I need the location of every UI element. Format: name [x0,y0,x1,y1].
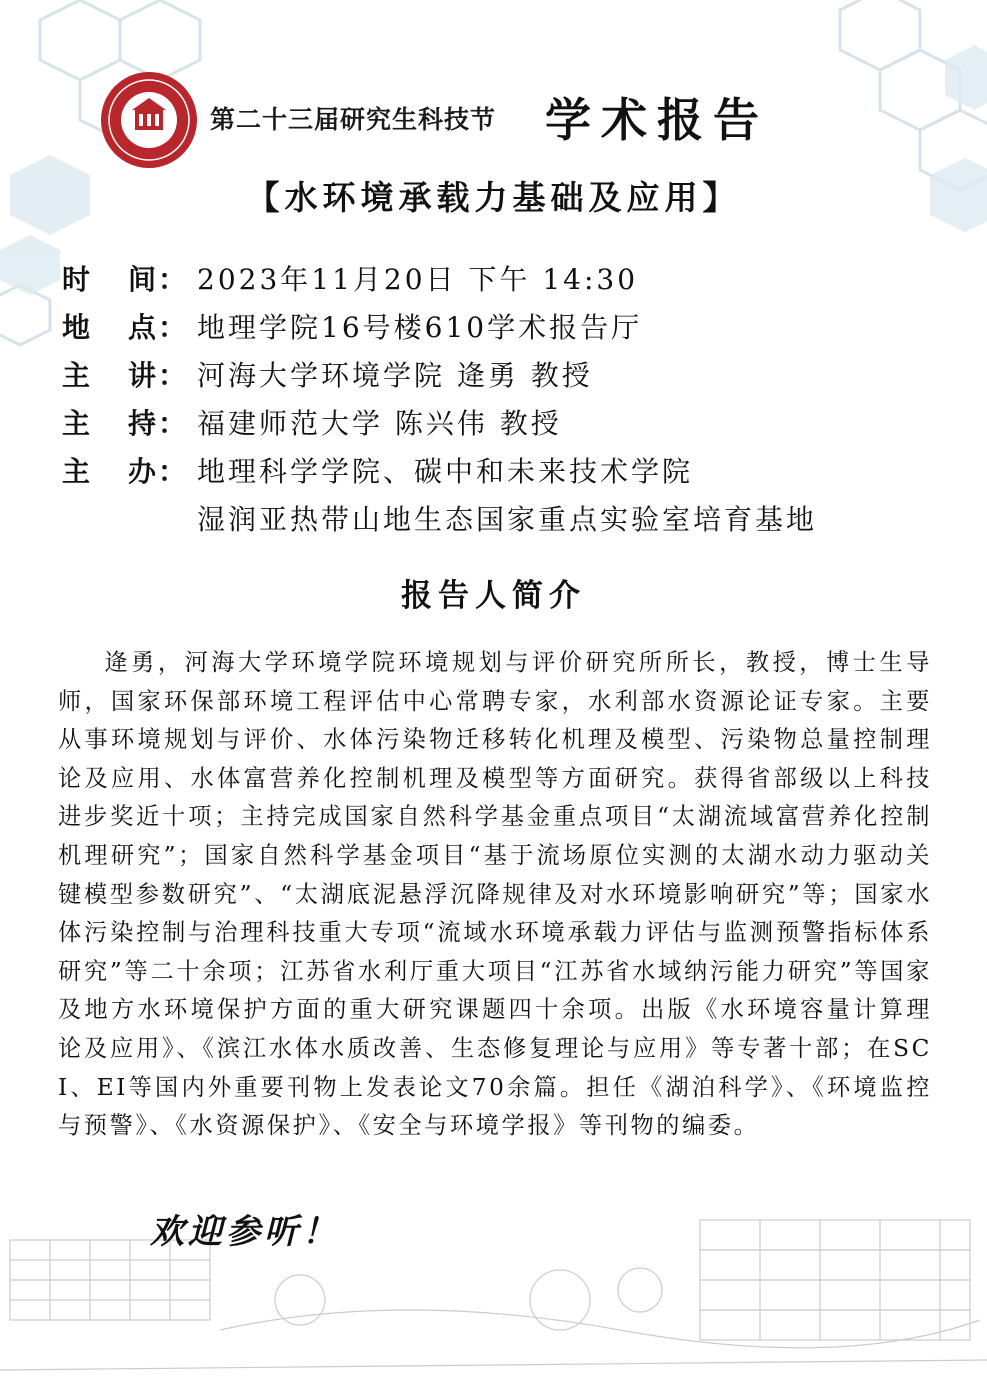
info-list [62,258,962,546]
place-label-2: 点： [128,311,189,344]
university-seal-logo [99,70,199,170]
info-row-organizer [62,450,962,498]
info-row-place [62,306,962,354]
organizer-label-1: 主 [62,455,93,488]
time-value: 2023年11月20日 下午 14:30 [197,263,639,296]
report-title: 学术报告 [545,93,769,147]
welcome-text: 欢迎参听！ [150,1212,340,1252]
time-label-1: 时 [62,263,93,296]
place-label-1: 地 [62,311,93,344]
info-row-organizer-2 [62,498,962,546]
campus-sketch-icon [0,1180,987,1378]
speaker-label-1: 主 [62,359,93,392]
festival-name: 第二十三届研究生科技节 [210,105,497,134]
time-label-2: 间： [128,263,189,296]
speaker-label-2: 讲： [128,359,189,392]
place-value: 地理学院16号楼610学术报告厅 [197,311,643,344]
speaker-value: 河海大学环境学院 逄勇 教授 [197,359,593,392]
report-topic: 【水环境承载力基础及应用】 [246,178,741,217]
info-row-time [62,258,962,306]
organizer-label-2: 办： [128,455,189,488]
info-row-speaker [62,354,962,402]
bio-title: 报告人简介 [401,578,586,614]
host-label-2: 持： [128,407,189,440]
organizer-value-2: 湿润亚热带山地生态国家重点实验室培育基地 [197,503,818,536]
organizer-value-1: 地理科学学院、碳中和未来技术学院 [197,455,694,488]
host-value: 福建师范大学 陈兴伟 教授 [197,407,562,440]
info-row-host [62,402,962,450]
bio-paragraph: 逄勇，河海大学环境学院环境规划与评价研究所所长，教授，博士生导师，国家环保部环境工程评估中心常聘专家，水利部水资源论证专家。主要从事环境规划与评价、水体污染物迁移转化机理及模型、污染物总量控制理论及应用、水体富营养化控制机理及模型等方面研究。获得省部级以上科技进步奖近十项；主持完成国家自然科学基金重点项目“太湖流域富营养化控制机理研究”；国家自然科学基金项目“基于流场原位实测的太湖水动力驱动关键模型参数研究”、“太湖底泥悬浮沉降规律及对水环境影响研究”等；国家水体污染控制与治理科技重大专项“流域水环境承载力评估与监测预警指标体系研究”等二十余项；江苏省水利厅重大项目“江苏省水域纳污能力研究”等国家及地方水环境保护方面的重大研究课题四十余项。出版《水环境容量计算理论及应用》、《滨江水体水质改善、生态修复理论与应用》等专著十部；在SCI、EI等国内外重要刊物上发表论文70余篇。担任《湖泊科学》、《环境监控与预警》、《水资源保护》、《安全与环境学报》等刊物的编委。 [58,649,932,1140]
host-label-1: 主 [62,407,93,440]
